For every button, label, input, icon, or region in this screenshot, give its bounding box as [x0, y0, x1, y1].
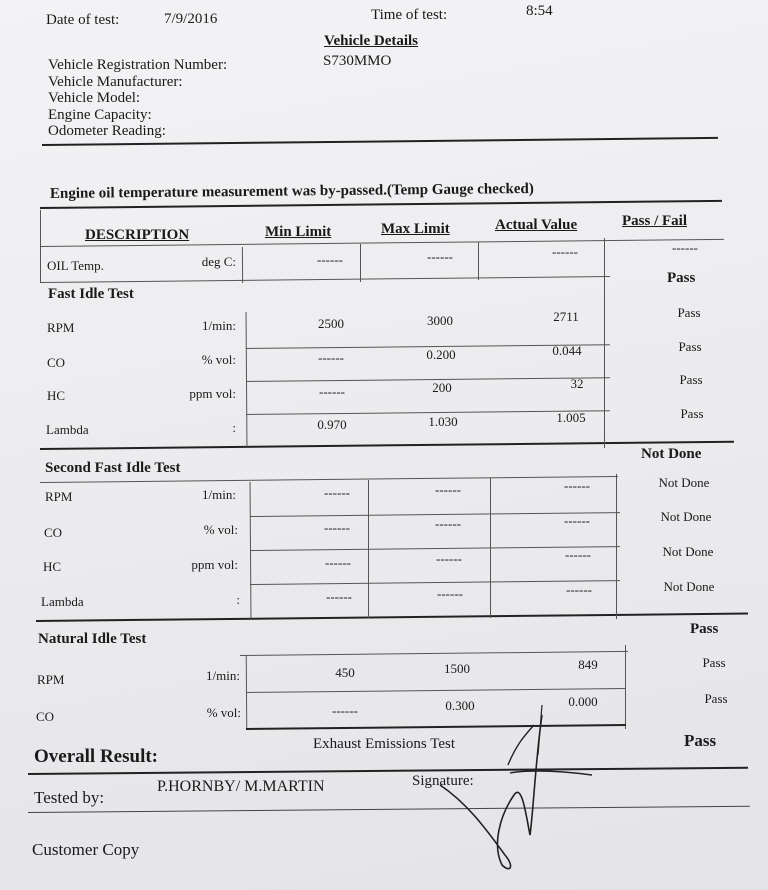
second-co-pf: Not Done [660, 509, 712, 524]
fast-idle-lambda-max: 1.030 [428, 414, 458, 429]
natural-co-pf: Pass [704, 691, 728, 706]
overall-result-label: Overall Result: [34, 746, 159, 767]
grid-line [40, 210, 41, 282]
fast-idle-rpm-max: 3000 [427, 313, 453, 328]
tester-names: P.HORNBY/ M.MARTIN [157, 778, 325, 795]
second-rpm-unit: 1/min: [202, 487, 236, 502]
tested-by-label: Tested by: [34, 788, 105, 807]
grid-line [478, 242, 479, 280]
second-hc-min: ------ [325, 555, 351, 570]
col-max-limit: Max Limit [381, 221, 450, 237]
second-co-actual: ------ [564, 513, 590, 528]
oil-temp-label: OIL Temp. [47, 258, 104, 273]
date-label: Date of test: [46, 12, 120, 28]
fast-idle-hc-min: ------ [319, 384, 345, 399]
grid-line [246, 312, 248, 447]
second-lambda-unit: : [236, 592, 240, 607]
second-rpm-max: ------ [435, 482, 461, 497]
grid-line [625, 645, 626, 729]
oil-temp-max: ------ [427, 249, 453, 264]
fast-idle-hc-label: HC [47, 388, 66, 403]
vehicle-details-labels [48, 57, 227, 140]
time-label: Time of test: [371, 7, 448, 23]
natural-rpm-min: 450 [335, 665, 355, 680]
second-fast-idle-title: Second Fast Idle Test [45, 460, 181, 476]
fast-idle-co-min: ------ [318, 350, 344, 365]
fast-idle-hc-actual: 32 [570, 376, 584, 391]
fast-idle-co-actual: 0.044 [552, 343, 582, 358]
rule [40, 276, 610, 283]
registration-value: S730MMO [323, 53, 392, 69]
fast-idle-co-unit: % vol: [201, 352, 236, 367]
customer-copy: Customer Copy [32, 840, 140, 859]
second-co-label: CO [44, 525, 63, 540]
signature-stroke [538, 705, 542, 755]
odometer-label: Odometer Reading: [48, 123, 166, 139]
fast-idle-lambda-pf: Pass [680, 406, 704, 421]
fast-idle-rpm-label: RPM [47, 320, 75, 335]
fast-idle-rpm-min: 2500 [318, 316, 344, 331]
time-value: 8:54 [526, 3, 553, 19]
second-rpm-label: RPM [45, 489, 73, 504]
second-lambda-max: ------ [437, 586, 463, 601]
fast-idle-rpm-pf: Pass [677, 305, 701, 320]
second-co-unit: % vol: [203, 522, 238, 537]
grid-line [368, 480, 369, 618]
natural-co-unit: % vol: [206, 705, 241, 720]
natural-co-min: ------ [332, 703, 358, 718]
second-rpm-pf: Not Done [658, 475, 710, 490]
second-co-max: ------ [435, 516, 461, 531]
col-description: DESCRIPTION [85, 227, 190, 243]
overall-result-value: Pass [684, 731, 717, 750]
section-divider [40, 441, 734, 450]
fast-idle-lambda-unit: : [232, 420, 236, 435]
grid-line [616, 474, 617, 619]
fast-idle-result: Pass [667, 270, 696, 286]
natural-rpm-label: RPM [37, 672, 65, 687]
rule [240, 651, 628, 656]
signature-stroke [508, 725, 592, 775]
natural-co-label: CO [36, 709, 55, 724]
model-label: Vehicle Model: [48, 90, 141, 106]
overall-test-name: Exhaust Emissions Test [313, 736, 456, 752]
natural-co-actual: 0.000 [568, 694, 598, 709]
fast-idle-hc-pf: Pass [679, 372, 703, 387]
second-lambda-min: ------ [326, 589, 352, 604]
fast-idle-lambda-label: Lambda [46, 422, 89, 437]
fast-idle-rpm-actual: 2711 [553, 309, 579, 324]
fast-idle-lambda-actual: 1.005 [556, 410, 586, 425]
natural-co-max: 0.300 [445, 698, 475, 713]
natural-rpm-actual: 849 [578, 657, 598, 672]
second-co-min: ------ [324, 520, 350, 535]
handwritten-signature [430, 695, 610, 885]
fast-idle-lambda-min: 0.970 [317, 417, 347, 432]
natural-rpm-pf: Pass [702, 655, 726, 670]
natural-rpm-unit: 1/min: [206, 668, 240, 683]
second-hc-actual: ------ [565, 547, 591, 562]
second-lambda-actual: ------ [566, 582, 592, 597]
fast-idle-hc-unit: ppm vol: [189, 386, 236, 401]
natural-rpm-max: 1500 [444, 661, 470, 676]
fast-idle-rpm-unit: 1/min: [202, 318, 236, 333]
grid-line [604, 238, 605, 448]
second-hc-unit: ppm vol: [191, 557, 238, 572]
fast-idle-co-pf: Pass [678, 339, 702, 354]
bypass-notice: Engine oil temperature measurement was by-passed.(Temp Gauge checked) [49, 180, 534, 202]
oil-temp-actual: ------ [552, 244, 578, 259]
oil-temp-min: ------ [317, 252, 343, 267]
grid-line [360, 244, 361, 282]
second-lambda-label: Lambda [41, 594, 84, 609]
oil-temp-unit: deg C: [201, 254, 236, 269]
second-hc-pf: Not Done [662, 544, 714, 559]
second-hc-label: HC [43, 559, 62, 574]
grid-line [490, 478, 491, 618]
fast-idle-title: Fast Idle Test [48, 286, 134, 302]
fast-idle-co-label: CO [47, 355, 66, 370]
second-fast-idle-result: Not Done [641, 446, 702, 462]
second-hc-max: ------ [436, 551, 462, 566]
second-rpm-min: ------ [324, 485, 350, 500]
grid-line [242, 247, 243, 283]
col-actual-value: Actual Value [495, 217, 578, 233]
manufacturer-label: Vehicle Manufacturer: [48, 73, 183, 90]
date-value: 7/9/2016 [164, 11, 218, 27]
rule [246, 688, 626, 693]
vehicle-details-title: Vehicle Details [324, 33, 419, 49]
signature-stroke [440, 715, 542, 869]
signature-label: Signature: [412, 773, 474, 789]
second-lambda-pf: Not Done [663, 579, 715, 594]
col-pass-fail: Pass / Fail [622, 213, 688, 229]
second-rpm-actual: ------ [564, 478, 590, 493]
col-min-limit: Min Limit [265, 224, 332, 240]
registration-label: Vehicle Registration Number: [48, 57, 228, 73]
fast-idle-hc-max: 200 [432, 380, 452, 395]
natural-idle-result: Pass [690, 621, 719, 637]
oil-temp-pass-fail: ------ [672, 240, 698, 255]
natural-idle-title: Natural Idle Test [38, 631, 147, 647]
engine-label: Engine Capacity: [48, 106, 152, 123]
fast-idle-co-max: 0.200 [426, 347, 456, 362]
section-divider [36, 613, 748, 622]
grid-line [250, 482, 252, 620]
tested-by-divider [28, 806, 750, 813]
